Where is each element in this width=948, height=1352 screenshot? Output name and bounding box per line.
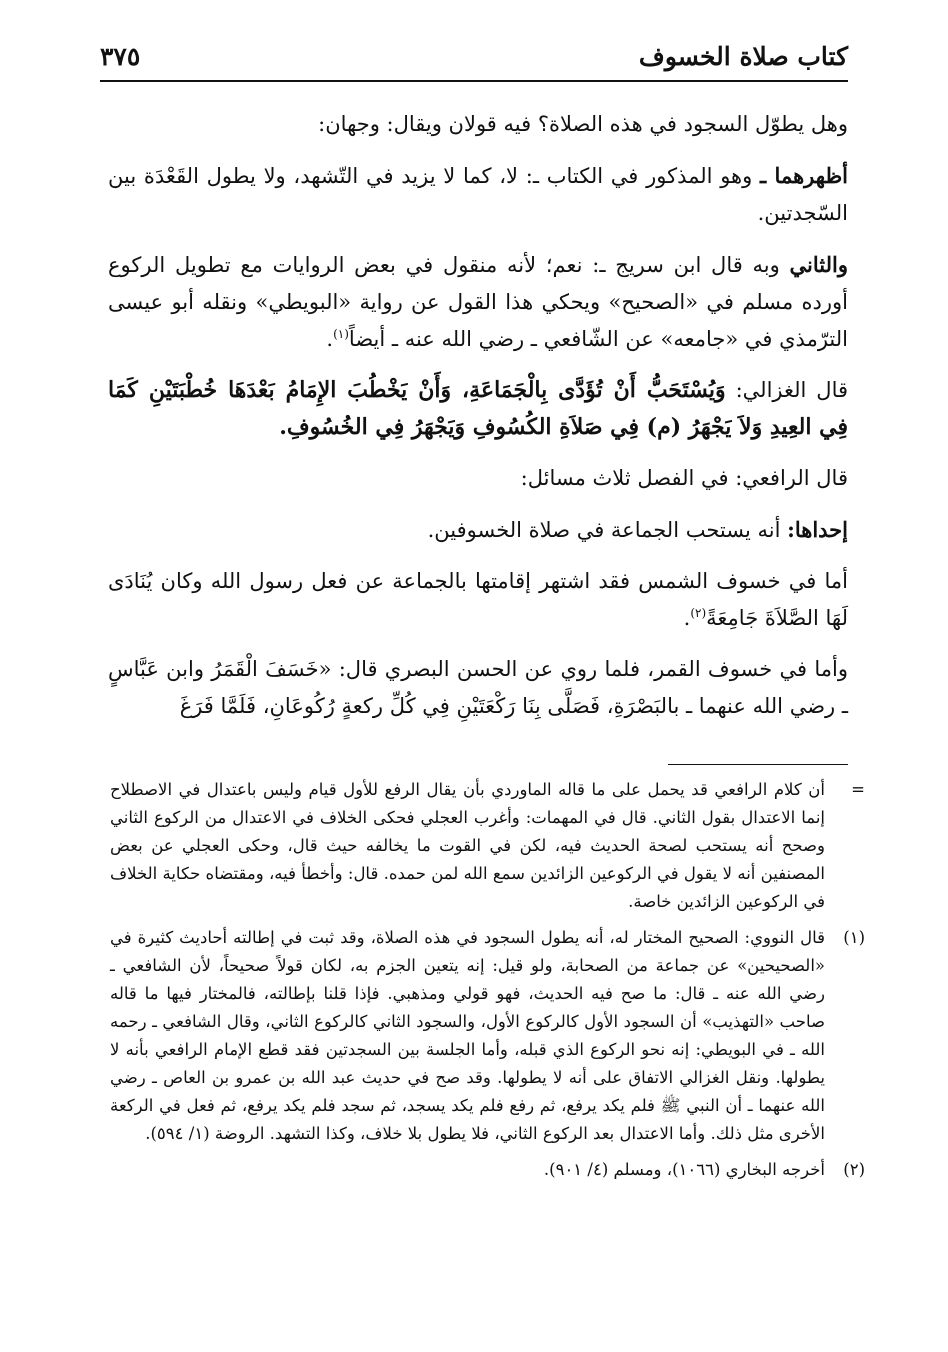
footnote-divider — [668, 764, 848, 765]
footnote-ref-2: (٢) — [690, 606, 707, 620]
paragraph-3 — [108, 246, 848, 358]
main-text — [108, 106, 848, 739]
paragraph-text: أما في خسوف الشمس فقد اشتهر إقامتها بالجماعة عن فعل رسول الله وكان يُنَادَى لَهَا الصَّلاَةَ جَامِعَةً — [108, 569, 848, 630]
footnote-continued — [110, 776, 865, 916]
page-header — [100, 40, 848, 82]
paragraph-text: أنه يستحب الجماعة في صلاة الخسوفين. — [427, 518, 788, 542]
paragraph-text: وبه قال ابن سريج ـ: نعم؛ لأنه منقول في بعض الروايات مع تطويل الركوع أورده مسلم في «الصحيح» ويحكي هذا القول عن رواية «البويطي» ونقله أبو عيسى الترّمذي في «جامعه» عن الشّافعي ـ رضي الله عنه ـ أيضاً — [108, 253, 848, 351]
footnote-ref-1: (١) — [333, 327, 349, 341]
paragraph-8 — [108, 651, 848, 725]
paragraph-2 — [108, 157, 848, 232]
footnote-marker: (١) — [843, 928, 865, 947]
footnote-marker: (٢) — [843, 1160, 865, 1179]
paragraph-5 — [108, 460, 848, 497]
footnote-2 — [110, 1156, 865, 1184]
footnote-marker: = — [851, 780, 865, 799]
footnote-text: قال النووي: الصحيح المختار له، أنه يطول السجود في هذه الصلاة، وقد ثبت في إطالته أحاديث كثيرة في «الصحيحين» عن جماعة من الصحابة، ولو قيل: إنه يتعين الجزم به، لكان قولاً صحيحاً، لأن الشافعي ـ رضي الله عنه ـ قال: ما صح فيه الحديث، فهو قولي ومذهبي. فإذا قلنا بإطالته، فالمختار فيها ما قاله صاحب «التهذيب» أن السجود الأول كالركوع الأول، والسجود الثاني كالركوع الثاني، وقال الشافعي ـ رحمه الله ـ في البويطي: إنه نحو الركوع الذي قبله، وأما الجلسة بين السجدتين فقد قطع الإمام الرافعي بأنه لا يطولها. ونقل الغزالي الاتفاق على أنه لا يطولها. وقد صح في حديث عبد الله بن عمرو بن العاص ـ رضي الله عنهما ـ أن النبي ﷺ فلم يكد يرفع، ثم رفع فلم يكد يسجد، ثم سجد فلم يكد يرفع، ثم فعل في الركعة الأخرى مثل ذلك. وأما الاعتدال بعد الركوع الثاني، فلا يطول بلا خلاف، وكذا التشهد. الروضة (١/ ٥٩٤). — [110, 928, 825, 1143]
paragraph-lead: إحداها: — [787, 517, 848, 542]
paragraph-end: . — [326, 327, 334, 351]
paragraph-6 — [108, 511, 848, 549]
paragraph-end: . — [683, 606, 691, 630]
paragraph-7 — [108, 563, 848, 637]
quote-intro: قال الغزالي: — [725, 378, 849, 402]
running-title: كتاب صلاة الخسوف — [638, 42, 848, 71]
paragraph-text: قال الرافعي: في الفصل ثلاث مسائل: — [520, 466, 848, 490]
paragraph-text: وهل يطوّل السجود في هذه الصلاة؟ فيه قولان ويقال: وجهان: — [318, 112, 848, 136]
footnote-1 — [110, 924, 865, 1148]
paragraph-lead: أظهرهما ـ — [760, 163, 848, 188]
footnote-text: أن كلام الرافعي قد يحمل على ما قاله الماوردي بأن يقال الرفع للأول قيام وليس باعتدال في الاصطلاح إنما الاعتدال بقول الثاني. قال في المهمات: وأغرب العجلي فحكى الخلاف في الاعتدال من الركوع الثاني وصحح أنه يستحب لصحة الحديث فيه، لكن في القوت ما يخالفه حيث قال، وحكى العجلي عن بعض المصنفين أنه لا يقول في الركوعين الزائدين سمع الله لمن حمده. قال: وأخطأ فيه، ومقتضاه حكاية الخلاف في الركوعين الزائدين خاصة. — [110, 780, 825, 911]
paragraph-text: وهو المذكور في الكتاب ـ: لا، كما لا يزيد في التّشهد، ولا يطول القَعْدَة بين السّجدتين. — [108, 164, 848, 225]
quoted-text: وَيُسْتَحَبُّ أَنْ تُؤَدَّى بِالْجَمَاعَةِ، وَأَنْ يَخْطُبَ الإِمَامُ بَعْدَهَا خُطْبَتَيْنِ كَمَا فِي العِيدِ وَلاَ يَجْهَرُ (م) فِي صَلاَةِ الكُسُوفِ وَيَجْهَرُ فِي الخُسُوفِ. — [108, 377, 848, 440]
footnotes — [110, 776, 865, 1192]
paragraph-text: وأما في خسوف القمر، فلما روي عن الحسن البصري قال: «خَسَفَ الْقَمَرُ وابن عَبَّاسٍ ـ رضي الله عنهما ـ بالبَصْرَةِ، فَصَلَّى بِنَا رَكْعَتَيْنِ فِي كُلِّ ركعةٍ رُكُوعَانِ، فَلَمَّا فَرَغَ — [108, 657, 848, 718]
page-number: ٣٧٥ — [100, 42, 141, 71]
paragraph-lead: والثاني — [789, 252, 848, 277]
paragraph-1 — [108, 106, 848, 143]
paragraph-4 — [108, 372, 848, 446]
footnote-text: أخرجه البخاري (١٠٦٦)، ومسلم (٤/ ٩٠١). — [543, 1160, 825, 1179]
